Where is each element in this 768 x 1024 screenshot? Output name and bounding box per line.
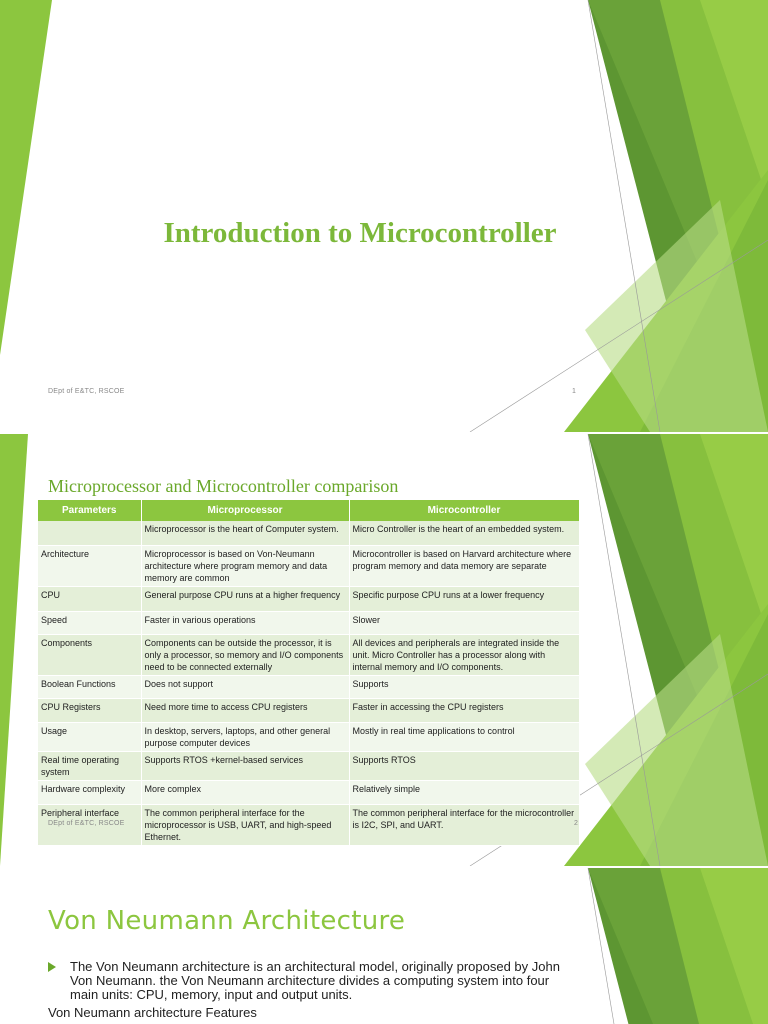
slide-2 — [0, 434, 768, 866]
slide-number: 1 — [572, 388, 576, 395]
table-cell: Supports — [349, 675, 579, 698]
table-cell: Microprocessor is the heart of Computer system. — [141, 521, 349, 545]
comparison-table — [38, 500, 580, 846]
table-cell: Specific purpose CPU runs at a lower frequency — [349, 586, 579, 611]
table-cell: Faster in accessing the CPU registers — [349, 698, 579, 722]
table-row — [38, 545, 579, 586]
table-row — [38, 722, 579, 751]
table-row — [38, 698, 579, 722]
table-cell — [38, 521, 141, 545]
table-cell: Slower — [349, 611, 579, 634]
table-cell: Mostly in real time applications to control — [349, 722, 579, 751]
table-cell: Relatively simple — [349, 780, 579, 804]
slide-number: 2 — [574, 820, 578, 827]
table-cell: Components — [38, 634, 141, 675]
table-cell: Supports RTOS — [349, 751, 579, 780]
table-cell: Components can be outside the processor, it is only a processor, so memory and I/O components need to be connected externally — [141, 634, 349, 675]
table-cell: Hardware complexity — [38, 780, 141, 804]
table-cell: All devices and peripherals are integrated inside the unit. Micro Controller has a processor along with internal memory and I/O components. — [349, 634, 579, 675]
slide-1 — [0, 0, 768, 432]
table-row — [38, 586, 579, 611]
table-header-cell: Parameters — [38, 500, 141, 521]
table-header-row — [38, 500, 579, 521]
sub-heading: Von Neumann architecture Features — [48, 1005, 257, 1020]
table-row — [38, 521, 579, 545]
table-cell: Micro Controller is the heart of an embedded system. — [349, 521, 579, 545]
table-cell: More complex — [141, 780, 349, 804]
table-row — [38, 611, 579, 634]
table-cell: Real time operating system — [38, 751, 141, 780]
table-cell: In desktop, servers, laptops, and other general purpose computer devices — [141, 722, 349, 751]
table-header-cell: Microcontroller — [349, 500, 579, 521]
table-cell: Architecture — [38, 545, 141, 586]
table-row — [38, 675, 579, 698]
table-row — [38, 751, 579, 780]
slide-3 — [0, 868, 768, 1024]
table-cell: Boolean Functions — [38, 675, 141, 698]
slide-title: Introduction to Microcontroller — [163, 217, 557, 249]
table-cell: The common peripheral interface for the microcontroller is I2C, SPI, and UART. — [349, 804, 579, 845]
slide-title: Microprocessor and Microcontroller comparison — [48, 476, 399, 496]
slide-footer: DEpt of E&TC, RSCOE — [48, 820, 125, 827]
table-cell: Need more time to access CPU registers — [141, 698, 349, 722]
table-cell: Faster in various operations — [141, 611, 349, 634]
table-row — [38, 780, 579, 804]
triangle-bullet-icon — [48, 962, 56, 972]
bullet-text: The Von Neumann architecture is an architectural model, originally proposed by John Von Neumann. the Von Neumann architecture divides a computing system into four main units: CPU, memory, input and output units. — [70, 959, 560, 1002]
table-row — [38, 634, 579, 675]
table-header-cell: Microprocessor — [141, 500, 349, 521]
slide-1-decoration — [0, 0, 768, 432]
table-cell: Microcontroller is based on Harvard architecture where program memory and data memory are separate — [349, 545, 579, 586]
slide-title: Von Neumann Architecture — [48, 906, 406, 936]
table-cell: Supports RTOS +kernel-based services — [141, 751, 349, 780]
table-cell: Microprocessor is based on Von-Neumann architecture where program memory and data memory are common — [141, 545, 349, 586]
table-cell: Usage — [38, 722, 141, 751]
table-cell: CPU — [38, 586, 141, 611]
table-cell: Does not support — [141, 675, 349, 698]
table-cell: Peripheral interface — [38, 804, 141, 845]
table-cell: The common peripheral interface for the microprocessor is USB, UART, and high-speed Ethernet. — [141, 804, 349, 845]
bullet-item — [48, 960, 568, 1002]
table-cell: CPU Registers — [38, 698, 141, 722]
table-cell: Speed — [38, 611, 141, 634]
slide-footer: DEpt of E&TC, RSCOE — [48, 388, 125, 395]
table-cell: General purpose CPU runs at a higher frequency — [141, 586, 349, 611]
